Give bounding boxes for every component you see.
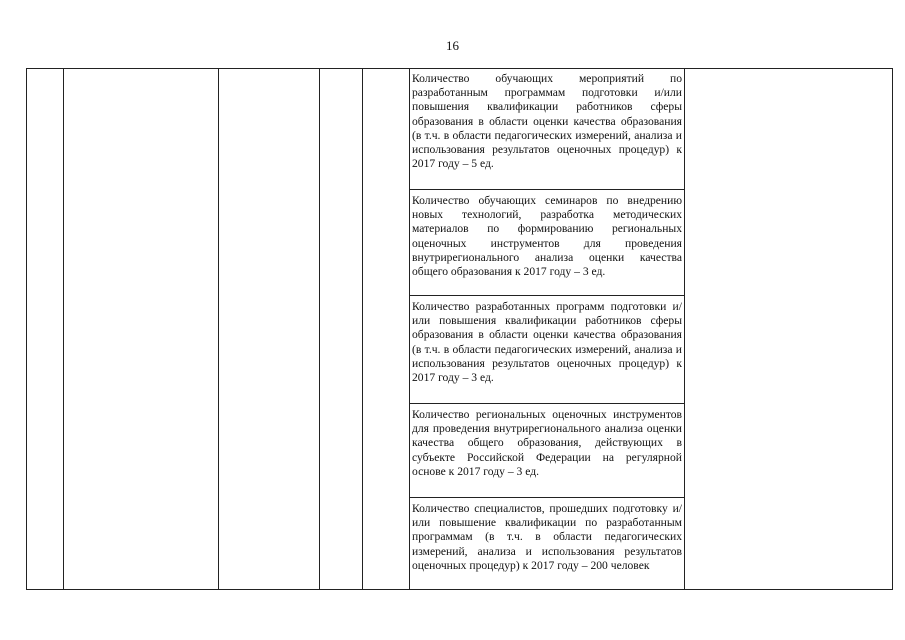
indicator-text: Количество обучающих мероприятий по разработанным программам подготовки и/или повышения квалификации работников сферы образования в области оценки качества образования (в т.ч. в области педагогических измерений, анализа и использования результатов оценочных процедур) к 2017 году – 5 ед.: [412, 72, 682, 171]
column-divider-3: [319, 68, 320, 590]
indicator-cell: [410, 498, 684, 590]
column-divider-1: [63, 68, 64, 590]
indicator-text: Количество разработанных программ подготовки и/или повышения квалификации работников сферы образования в области оценки качества образования (в т.ч. в области педагогических измерений, анализа и использования результатов оценочных процедур) к 2017 году – 3 ед.: [412, 300, 682, 385]
indicator-text: Количество обучающих семинаров по внедрению новых технологий, разработка методических материалов по формированию региональных оценочных инструментов для проведения внутрирегионального анализа оценки качества общего образования к 2017 году – 3 ед.: [412, 194, 682, 279]
column-divider-4: [362, 68, 363, 590]
indicator-cell: [410, 68, 684, 190]
indicator-text: Количество специалистов, прошедших подготовку и/или повышение квалификации по разработанным программам (в т.ч. в области педагогических измерений, анализа и использования результатов оценочных процедур) к 2017 году – 200 человек: [412, 502, 682, 572]
indicator-cell: [410, 296, 684, 404]
page-number: 16: [446, 38, 459, 53]
indicators-column: [410, 68, 684, 590]
indicator-cell: [410, 190, 684, 296]
indicator-cell: [410, 404, 684, 498]
indicator-text: Количество региональных оценочных инструментов для проведения внутрирегионального анализа оценки качества общего образования, действующих в субъекте Российской Федерации на регулярной основе к 2017 году – 3 ед.: [412, 408, 682, 478]
column-divider-2: [218, 68, 219, 590]
column-divider-6: [684, 68, 685, 590]
